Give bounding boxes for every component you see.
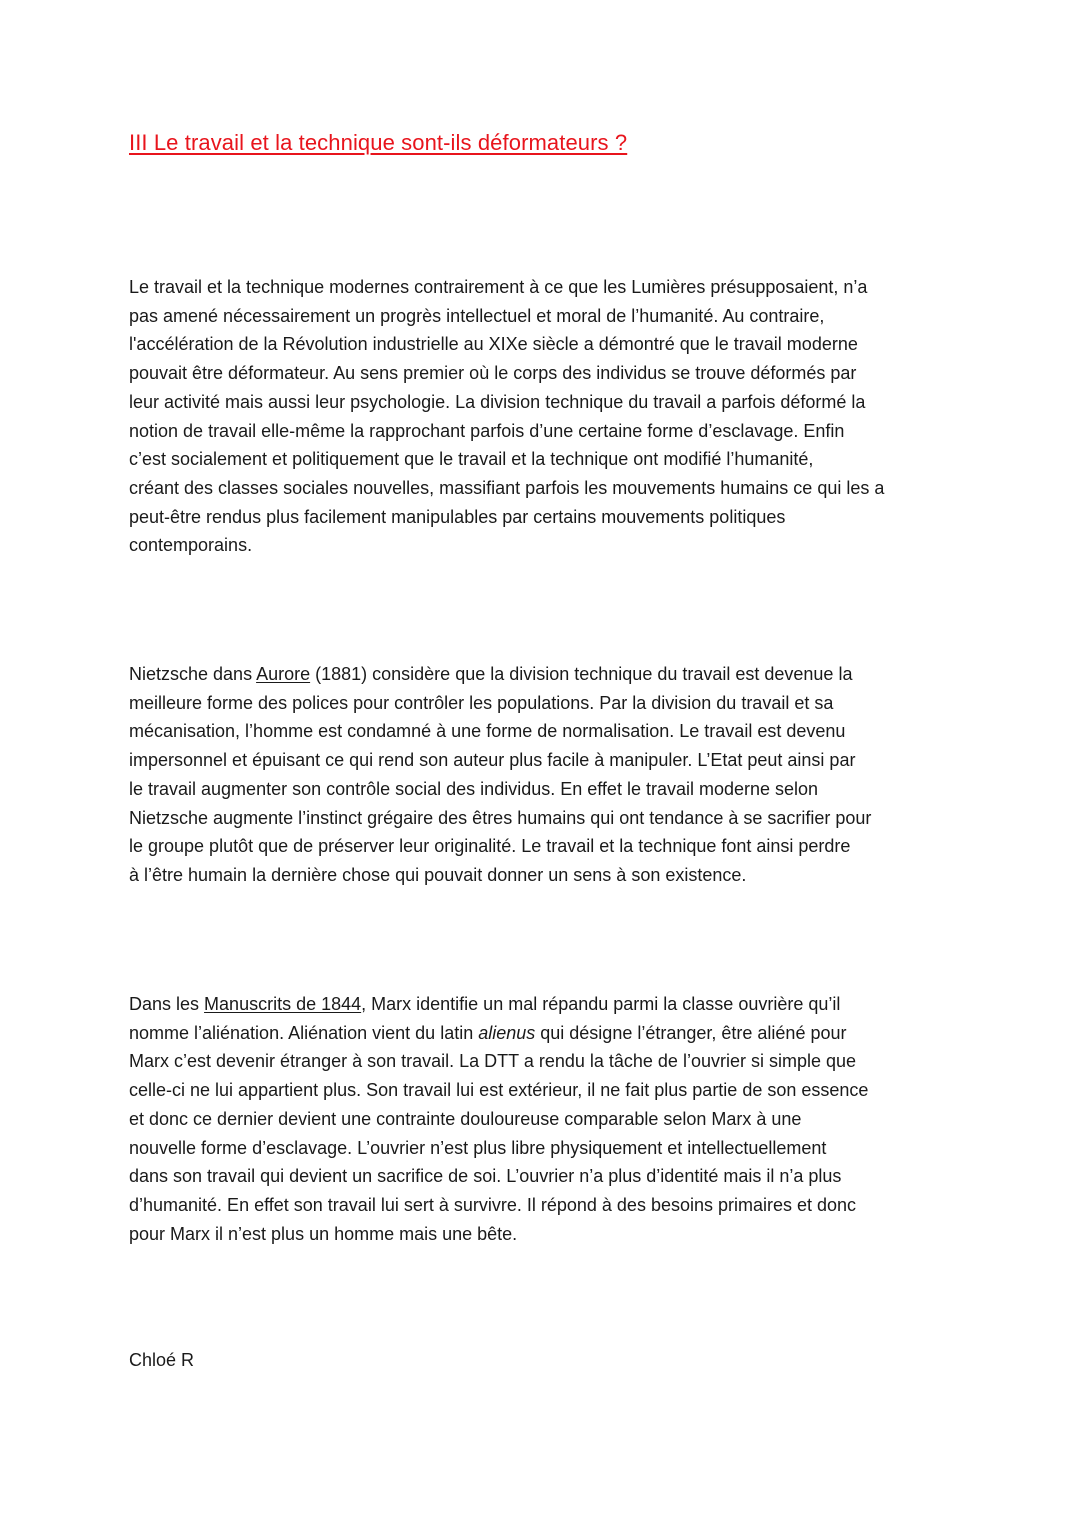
paragraph-intro xyxy=(129,273,959,560)
text-line: impersonnel et épuisant ce qui rend son auteur plus facile à manipuler. L’Etat peut ainsi par xyxy=(129,750,856,771)
text-line: contemporains. xyxy=(129,535,253,556)
latin-term: alienus xyxy=(478,1022,536,1043)
text-segment: , Marx identifie un mal répandu parmi la classe ouvrière qu’il xyxy=(361,994,841,1014)
text-line: notion de travail elle-même la rapprochant parfois d’une certaine forme d’esclavage. Enfin xyxy=(129,420,845,441)
text-line: pour Marx il n’est plus un homme mais une bête. xyxy=(129,1223,518,1244)
author-signature: Chloé R xyxy=(129,1350,195,1370)
text-line: leur activité mais aussi leur psychologie. La division technique du travail a parfois déformé la xyxy=(129,391,866,412)
text-line: Nietzsche augmente l’instinct grégaire des êtres humains qui ont tendance à se sacrifier pour xyxy=(129,807,872,828)
work-title-manuscrits: Manuscrits de 1844 xyxy=(204,994,362,1014)
text-line: nouvelle forme d’esclavage. L’ouvrier n’est plus libre physiquement et intellectuellement xyxy=(129,1137,827,1158)
text-line: le groupe plutôt que de préserver leur originalité. Le travail et la technique font ainsi perdre xyxy=(129,836,851,857)
text-line: peut-être rendus plus facilement manipulables par certains mouvements politiques xyxy=(129,506,786,527)
text-segment: (1881) considère que la division technique du travail est devenue la xyxy=(310,664,853,684)
text-line: meilleure forme des polices pour contrôler les populations. Par la division du travail et sa xyxy=(129,692,834,713)
text-line: le travail augmenter son contrôle social des individus. En effet le travail moderne selon xyxy=(129,778,819,799)
text-line: dans son travail qui devient un sacrifice de soi. L’ouvrier n’a plus d’identité mais il n’a plus xyxy=(129,1166,842,1187)
text-line: l'accélération de la Révolution industrielle au XIXe siècle a démontré que le travail moderne xyxy=(129,334,858,355)
text-line: créant des classes sociales nouvelles, massifiant parfois les mouvements humains ce qui les a xyxy=(129,477,885,498)
text-line: Le travail et la technique modernes contrairement à ce que les Lumières présupposaient, n’a xyxy=(129,277,868,297)
text-segment: nomme l’aliénation. Aliénation vient du latin xyxy=(129,1022,479,1043)
text-segment: qui désigne l’étranger, être aliéné pour xyxy=(535,1022,847,1043)
text-line xyxy=(129,1019,959,1048)
text-line xyxy=(129,990,959,1019)
text-segment: Dans les xyxy=(129,994,205,1014)
work-title-aurore: Aurore xyxy=(256,664,311,684)
text-line: et donc ce dernier devient une contrainte douloureuse comparable selon Marx à une xyxy=(129,1108,802,1129)
text-line: mécanisation, l’homme est condamné à une forme de normalisation. Le travail est devenu xyxy=(129,721,846,742)
text-line: d’humanité. En effet son travail lui sert à survivre. Il répond à des besoins primaires et donc xyxy=(129,1194,857,1215)
text-line: pouvait être déformateur. Au sens premier où le corps des individus se trouve déformés par xyxy=(129,363,857,384)
text-line xyxy=(129,660,959,689)
text-segment: Nietzsche dans xyxy=(129,664,257,684)
text-line: Marx c’est devenir étranger à son travail. La DTT a rendu la tâche de l’ouvrier si simple que xyxy=(129,1051,857,1072)
text-line: celle-ci ne lui appartient plus. Son travail lui est extérieur, il ne fait plus partie de son essence xyxy=(129,1080,869,1101)
text-line: à l’être humain la dernière chose qui pouvait donner un sens à son existence. xyxy=(129,864,747,885)
text-line: c’est socialement et politiquement que le travail et la technique ont modifié l’humanité, xyxy=(129,449,814,470)
section-title: III Le travail et la technique sont-ils déformateurs ? xyxy=(129,130,628,155)
text-line: pas amené nécessairement un progrès intellectuel et moral de l’humanité. Au contraire, xyxy=(129,305,825,326)
paragraph-nietzsche xyxy=(129,660,959,890)
paragraph-marx xyxy=(129,990,959,1248)
